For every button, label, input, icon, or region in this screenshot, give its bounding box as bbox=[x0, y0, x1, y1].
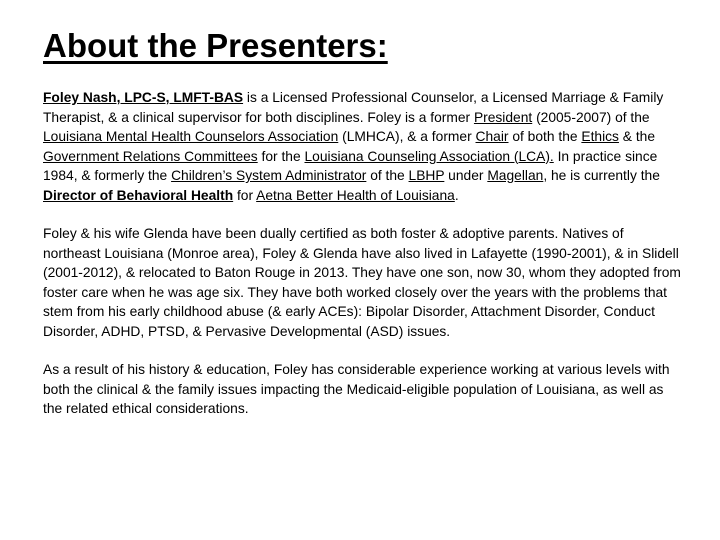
bio-text: is a Licensed Professional Counselor, a Licensed Marriage & Family Therapist, & a clinical supervisor for both disciplines. Foley is a former bbox=[43, 90, 664, 125]
paragraph-experience: As a result of his history & education, Foley has considerable experience working at various levels with both the clinical & the family issues impacting the Medicaid-eligible population of Louisiana, as well as the related ethical considerations. bbox=[43, 362, 670, 416]
csa-link: Children’s System Administrator bbox=[171, 168, 367, 183]
slide-title: About the Presenters: bbox=[43, 27, 388, 64]
bio-text: for bbox=[233, 187, 257, 203]
slide-body bbox=[43, 88, 683, 438]
president-link: President bbox=[473, 109, 533, 125]
bio-text: for the bbox=[257, 148, 305, 164]
lbhp-link: LBHP bbox=[408, 168, 445, 183]
grc-link: Government Relations Committees bbox=[43, 148, 258, 164]
chair-link: Chair bbox=[475, 129, 509, 144]
lmhca-link: Louisiana Mental Health Counselors Association bbox=[43, 129, 339, 144]
dbh-link: Director of Behavioral Health bbox=[43, 187, 234, 203]
bio-text: of both the bbox=[508, 129, 582, 144]
bio-text: & the bbox=[618, 129, 656, 144]
bio-text: In practice since 1984, & formerly the bbox=[43, 148, 658, 183]
magellan-link: Magellan bbox=[487, 168, 544, 183]
bio-text: , he is currently the bbox=[543, 168, 660, 183]
bio-text: (LMHCA), & a former bbox=[338, 129, 476, 144]
paragraph-bio bbox=[43, 88, 683, 205]
bio-text: of the bbox=[366, 168, 409, 183]
bio-text: . bbox=[454, 187, 459, 203]
ethics-link: Ethics bbox=[581, 129, 619, 144]
paragraph-family: Foley & his wife Glenda have been dually certified as both foster & adoptive parents. Natives of northeast Louisiana (Monroe area), Foley & Glenda have also lived in Lafayette (1990-2001), & in Slidell (2001-2012), & relocated to Baton Rouge in 2013. They have one son, now 30, whom they adopted from foster care when he was age six. They have both worked closely over the years with the problems that stem from his early childhood abuse (& early ACEs): Bipolar Disorder, Attachment Disorder, Conduct Disorder, ADHD, PTSD, & Pervasive Developmental (ASD) issues. bbox=[43, 226, 681, 339]
lca-link: Louisiana Counseling Association bbox=[304, 148, 511, 164]
aetna-link: Aetna Better Health of Louisiana bbox=[256, 187, 455, 203]
bio-text: (LCA). bbox=[510, 148, 554, 164]
bio-text: under bbox=[444, 168, 488, 183]
bio-text: (2005-2007) of the bbox=[532, 109, 650, 125]
presenter-name: Foley Nash, LPC-S, LMFT-BAS bbox=[43, 90, 244, 105]
